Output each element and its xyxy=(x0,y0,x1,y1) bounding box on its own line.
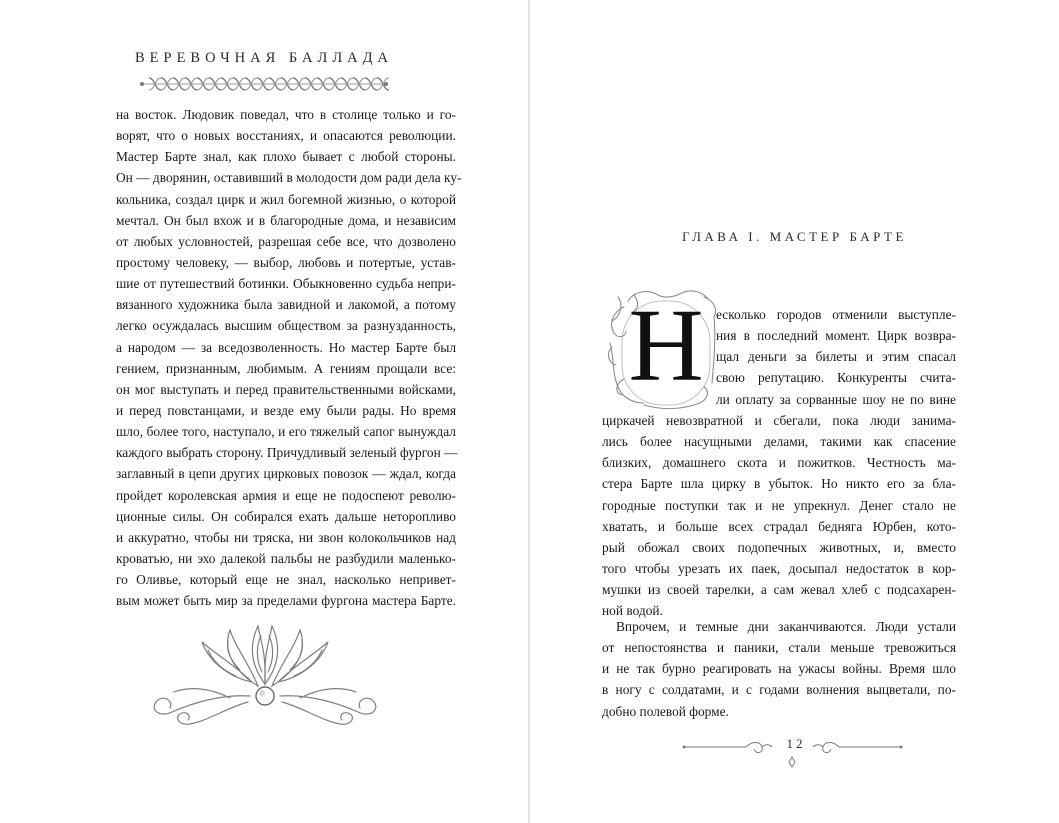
text-line: гением, признанным, любимым. А гениям прощали все: xyxy=(116,360,456,376)
text-line: в ногу с солдатами, и с годами волнения выцветали, по- xyxy=(602,682,956,698)
text-line: рый обожал своих подопечных животных, и, вместо xyxy=(602,539,956,555)
text-line: близких, домашнего скота и пожитков. Честность ма- xyxy=(602,455,956,471)
text-line: мушки из своей тарелки, а сам жевал хлеб с подсахарен- xyxy=(602,582,956,598)
text-line: вязанного художника была завидной и лакомой, а потому xyxy=(116,297,456,313)
left-body-text xyxy=(116,104,462,611)
floral-scroll-ornament-icon xyxy=(140,612,390,732)
text-line: кроватью, ни эхо далекой пальбы не разбудили маленько- xyxy=(116,550,456,566)
text-line: хватать, и больше всех страдал бедняга Юрбен, кото- xyxy=(602,518,956,534)
text-line: и перед повстанцами, и везде ему были рады. Но время xyxy=(116,402,456,418)
text-line: легко осуждалась высшим обществом за разнузданность, xyxy=(116,318,456,334)
text-line: есколько городов отменили выступле- xyxy=(716,307,956,322)
text-line: каждого выбрать сторону. Причудливый зеленый фургон — xyxy=(116,445,458,461)
text-line: городные поступки так и не упрекнул. Денег стало не xyxy=(602,497,956,513)
text-line: вым может быть мир за пределами фургона мастера Барте. xyxy=(116,593,456,609)
running-head: ВЕРЕВОЧНАЯ БАЛЛАДА xyxy=(134,50,393,66)
text-line: простому человеку, — выбор, любовь и потертые, устав- xyxy=(116,254,456,270)
text-line: Он — дворянин, оставивший в молодости дом ради дела ку- xyxy=(116,170,462,186)
text-line: того чтобы урезать их паек, досыпал недостаток в кор- xyxy=(602,560,956,576)
text-line: Впрочем, и темные дни заканчиваются. Люди устали xyxy=(616,619,956,634)
text-line: заглавный в цепи других цирковых повозок — ждал, когда xyxy=(116,466,456,482)
text-line: на восток. Людовик поведал, что в столице только и го- xyxy=(116,107,456,122)
text-line: Мастер Барте знал, как плохо бывает с любой стороны. xyxy=(116,149,456,165)
text-line: он мог выступать и перед правительственными войсками, xyxy=(116,381,456,397)
text-line: стера Барте шла цирку в убыток. Но никто его за бла- xyxy=(602,476,956,492)
rope-braid-ornament-icon xyxy=(139,73,389,95)
text-line: го Оливье, который еще не знал, насколько непривет- xyxy=(116,572,456,588)
text-line: свою репутацию. Конкуренты счита- xyxy=(716,370,956,386)
text-line: и аккуратно, чтобы ни тряска, ни звон колокольчиков над xyxy=(116,529,456,545)
text-line: от любых условностей, разрешая себе все, что дозволено xyxy=(116,233,456,249)
text-line: добно полевой форме. xyxy=(602,703,729,719)
text-line: ционные силы. Он собирался ехать дальше неторопливо xyxy=(116,508,456,524)
text-line: шло, более того, наступало, и его тяжелый сапог вынуждал xyxy=(116,424,456,440)
right-opening-lines xyxy=(716,304,956,410)
drop-cap: Н xyxy=(628,288,704,403)
text-line: лись более насущными делами, такими как спасение xyxy=(602,434,956,450)
text-line: от непостоянства и паники, стали меньше тревожиться xyxy=(602,640,956,656)
text-line: ной водой. xyxy=(602,603,663,619)
text-line: ния в последний момент. Цирк возвра- xyxy=(716,328,956,344)
page-number: 12 xyxy=(786,736,806,751)
text-line: а народом — за вседозволенность. Но мастер Барте был xyxy=(116,339,456,355)
text-line: шие от путешествий ботинки. Обыкновенно судьба непри- xyxy=(116,276,456,292)
text-line: кольника, создал цирк и жил богемной жизнью, о которой xyxy=(116,191,456,207)
chapter-title: ГЛАВА I. МАСТЕР БАРТЕ xyxy=(682,229,907,244)
text-line: мечтал. Он был вхож и в благородные дома, и независим xyxy=(116,212,456,228)
right-second-paragraph xyxy=(602,616,956,722)
text-line: и не так бурно реагировать на ужасы войны. Время шло xyxy=(602,661,956,677)
right-body-text xyxy=(602,410,956,621)
text-line: щал деньги за билеты и этим спасал xyxy=(716,349,956,365)
text-line: ли оплату за сорванные шоу не по вине xyxy=(716,391,956,407)
text-line: циркачей невозвратной и сбегали, пока люди занима- xyxy=(602,413,956,428)
text-line: ворят, что о новых восстаниях, и опасаются революции. xyxy=(116,128,456,144)
text-line: пройдет королевская армия и еще не подоспеют револю- xyxy=(116,487,456,503)
